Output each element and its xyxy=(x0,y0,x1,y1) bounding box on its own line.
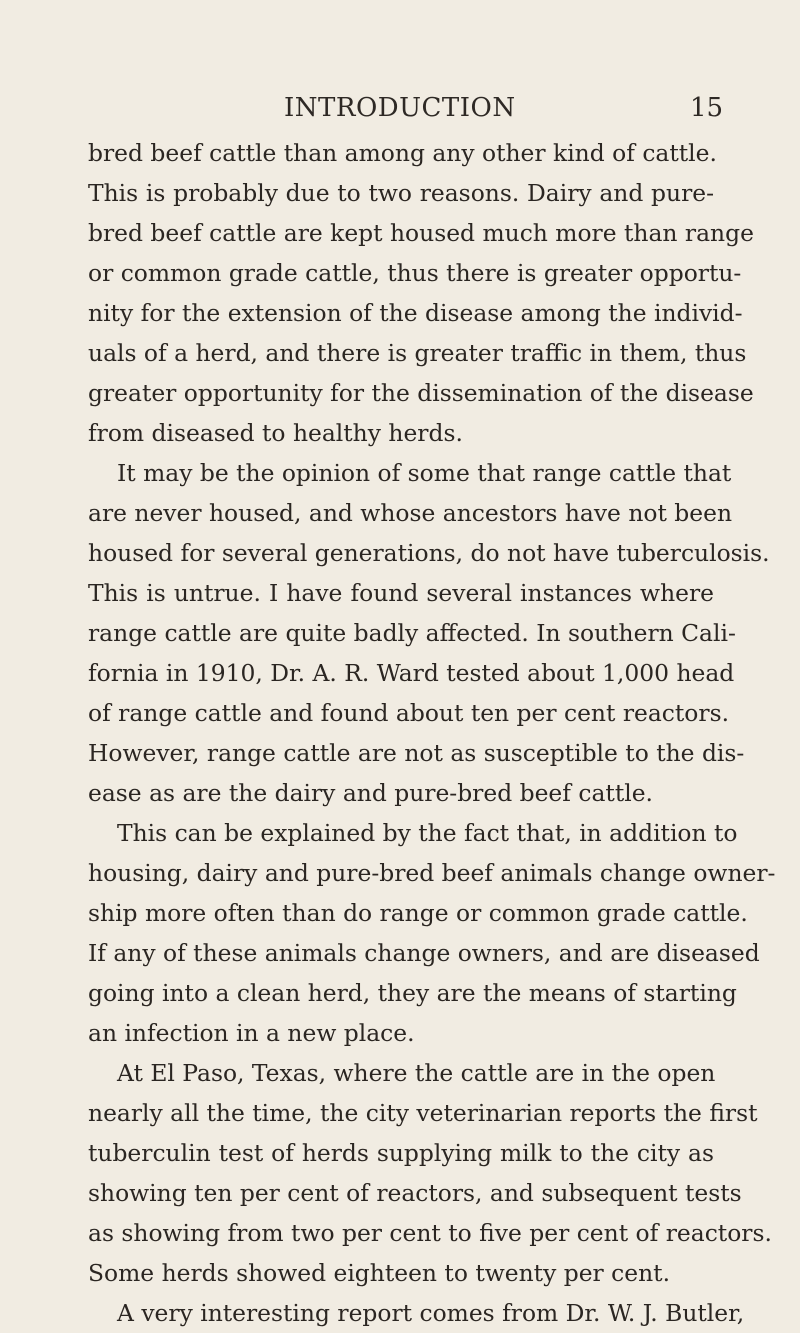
text-line: Some herds showed eighteen to twenty per cent. xyxy=(88,1259,671,1287)
text-line: bred beef cattle than among any other kind of cattle. xyxy=(88,139,717,167)
text-line: nearly all the time, the city veterinarian reports the first xyxy=(88,1099,758,1127)
text-line: as showing from two per cent to five per cent of reactors. xyxy=(88,1219,772,1247)
text-line: fornia in 1910, Dr. A. R. Ward tested about 1,000 head xyxy=(88,659,735,687)
body-text xyxy=(88,133,776,1333)
text-line: greater opportunity for the dissemination of the disease xyxy=(88,379,754,407)
text-line: At El Paso, Texas, where the cattle are in the open xyxy=(117,1059,716,1087)
text-line: of range cattle and found about ten per cent reactors. xyxy=(88,699,730,727)
text-line: uals of a herd, and there is greater traffic in them, thus xyxy=(88,339,747,367)
text-line: However, range cattle are not as susceptible to the dis- xyxy=(88,739,745,767)
text-line: showing ten per cent of reactors, and subsequent tests xyxy=(88,1179,742,1207)
text-line: ease as are the dairy and pure-bred beef cattle. xyxy=(88,779,653,807)
text-line: tuberculin test of herds supplying milk to the city as xyxy=(88,1139,714,1167)
text-line: This is probably due to two reasons. Dairy and pure- xyxy=(88,179,714,207)
page-number: 15 xyxy=(690,93,724,123)
text-line: A very interesting report comes from Dr. W. J. Butler, xyxy=(117,1299,745,1327)
text-line: going into a clean herd, they are the means of starting xyxy=(88,979,737,1007)
running-title: INTRODUCTION xyxy=(284,93,516,123)
text-line: are never housed, and whose ancestors have not been xyxy=(88,499,733,527)
text-line: bred beef cattle are kept housed much more than range xyxy=(88,219,754,247)
text-line: ship more often than do range or common grade cattle. xyxy=(88,899,748,927)
text-line: from diseased to healthy herds. xyxy=(88,419,463,447)
text-line: If any of these animals change owners, and are diseased xyxy=(88,939,760,967)
text-line: an infection in a new place. xyxy=(88,1019,415,1047)
text-line: It may be the opinion of some that range cattle that xyxy=(117,459,732,487)
text-line: This is untrue. I have found several instances where xyxy=(88,579,714,607)
text-line: or common grade cattle, thus there is greater opportu- xyxy=(88,259,742,287)
text-line: range cattle are quite badly affected. In southern Cali- xyxy=(88,619,736,647)
text-line: housed for several generations, do not have tuberculosis. xyxy=(88,539,770,567)
text-line: This can be explained by the fact that, in addition to xyxy=(117,819,738,847)
running-head xyxy=(0,86,800,130)
text-line: housing, dairy and pure-bred beef animals change owner- xyxy=(88,859,776,887)
text-line: nity for the extension of the disease among the individ- xyxy=(88,299,743,327)
